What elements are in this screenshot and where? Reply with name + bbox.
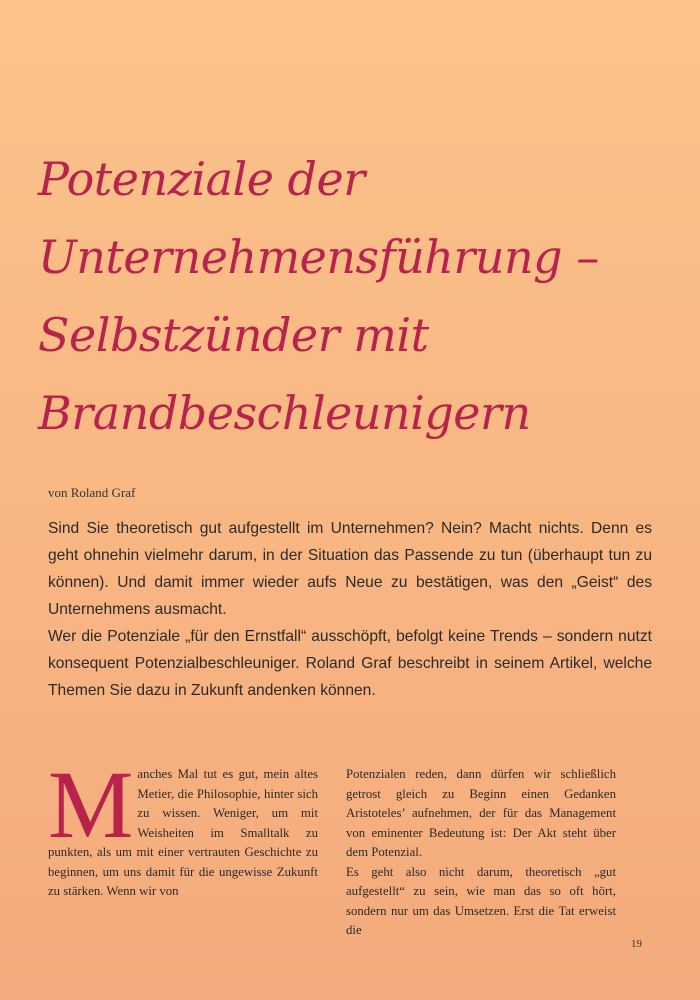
body-column-left [48, 751, 318, 902]
article-title [38, 140, 668, 452]
title-line: Brandbeschleunigern [38, 386, 531, 440]
lead-text [48, 515, 652, 704]
body-paragraph: Potenzialen reden, dann dürfen wir schließlich getrost gleich zu Beginn einen Gedanken Aristoteles’ aufnehmen, der für das Management von eminenter Bedeutung ist: Der Akt steht über dem Potenzial. [346, 767, 616, 859]
drop-cap: M [48, 751, 134, 858]
page-number: 19 [631, 938, 642, 950]
body-text: anches Mal tut es gut, mein altes Metier, die Philosophie, hinter sich zu wissen. Weniger, um mit Weisheiten im Smalltalk zu punkten, als um mit einer vertrauten Geschichte zu beginnen, um uns damit für die ungewisse Zukunft zu stärken. Wenn wir von [48, 767, 318, 898]
body-column-right [346, 765, 616, 941]
lead-paragraph: Sind Sie theoretisch gut aufgestellt im Unternehmen? Nein? Macht nichts. Denn es geht ohnehin vielmehr darum, in der Situation das Passende zu tun (überhaupt tun zu können). Und damit immer wieder aufs Neue zu bestätigen, was den „Geist“ des Unternehmens ausmacht. [48, 520, 652, 618]
body-paragraph [48, 751, 318, 902]
title-line: Unternehmensführung – [38, 230, 599, 284]
title-line: Potenziale der [38, 152, 365, 206]
title-line: Selbstzünder mit [38, 308, 429, 362]
lead-paragraph: Wer die Potenziale „für den Ernstfall“ ausschöpft, befolgt keine Trends – sondern nutzt konsequent Potenzialbeschleuniger. Roland Graf beschreibt in seinem Artikel, welche Themen Sie dazu in Zukunft andenken können. [48, 628, 652, 699]
body-paragraph: Es geht also nicht darum, theoretisch „gut aufgestellt“ zu sein, wie man das so oft hört, sondern nur um das Umsetzen. Erst die Tat erweist die [346, 864, 616, 937]
author-byline: von Roland Graf [48, 485, 136, 500]
